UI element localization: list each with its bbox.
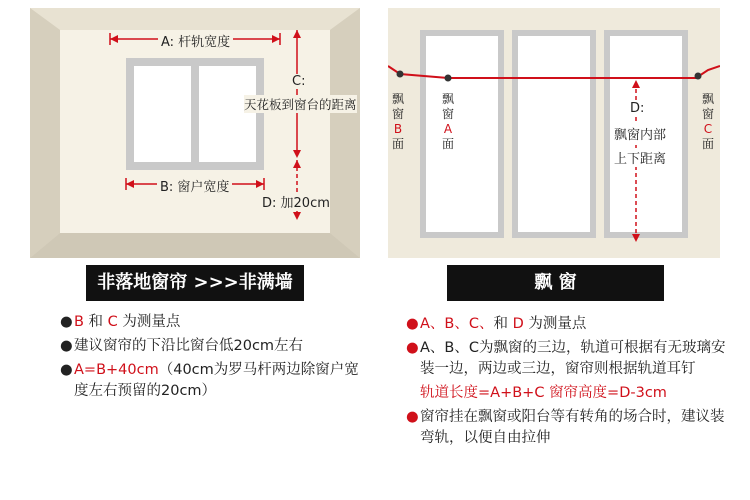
right-note [406, 383, 726, 404]
left-banner: 非落地窗帘 >>>非满墙 [86, 265, 304, 301]
note-text: 窗帘挂在飘窗或阳台等有转角的场合时，建议装弯轨，以便自由拉伸 [420, 409, 725, 446]
wall-bevel-top [30, 8, 360, 30]
wall-bevel-left [30, 8, 60, 258]
label-d: D: 加20cm [262, 192, 330, 211]
label-c-letter: C: [292, 74, 306, 89]
rail-joint-a [445, 75, 452, 82]
right-bay-window-diagram [388, 8, 720, 258]
left-window-diagram [30, 8, 360, 258]
bay-panel-left [426, 36, 498, 232]
bay-label-d-desc2: 上下距离 [614, 148, 666, 167]
wall-bevel-bottom [30, 233, 360, 258]
note-text: A=B+40cm [74, 362, 159, 378]
note-text: 为测量点 [117, 314, 181, 330]
bullet-icon: ● [406, 409, 419, 425]
note-text: C [107, 314, 118, 330]
bay-side-c-label: 飘 窗 C 面 [701, 92, 714, 151]
right-note [406, 338, 726, 380]
right-note [406, 407, 726, 449]
note-text: 建议窗帘的下沿比窗台低20cm左右 [74, 338, 304, 354]
bay-panel-middle [518, 36, 590, 232]
left-note [60, 336, 360, 357]
note-text: 和 [83, 314, 108, 330]
note-text: 为测量点 [523, 316, 587, 332]
note-text: 和 [493, 316, 513, 332]
right-banner: 飘 窗 [447, 265, 664, 301]
bay-side-a-label: 飘 窗 A 面 [441, 92, 454, 151]
note-text: A、B、C为飘窗的三边，轨道可根据有无玻璃安装一边，两边或三边，窗帘则根据轨道耳钉 [420, 340, 726, 377]
bullet-icon: ● [60, 362, 73, 378]
bullet-icon: ● [60, 314, 73, 330]
label-c-desc: 天花板到窗台的距离 [244, 97, 357, 112]
label-a: A: 杆轨宽度 [158, 31, 233, 50]
left-notes [60, 312, 360, 405]
right-notes [406, 314, 726, 452]
label-b: B: 窗户宽度 [157, 176, 232, 195]
right-note [406, 314, 726, 335]
bullet-icon: ● [406, 340, 419, 356]
rail-joint-right [695, 73, 702, 80]
note-text: （40cm为罗马杆两边除窗户宽度左右预留的20cm） [74, 362, 359, 399]
window-pane-left [134, 66, 191, 162]
rail-joint-left [397, 71, 404, 78]
note-text: 窗帘高度=D-3cm [549, 385, 667, 401]
left-note [60, 312, 360, 333]
note-text: 轨道长度=A+B+C [420, 385, 545, 401]
note-text: D [512, 316, 524, 332]
bullet-icon: ● [406, 316, 419, 332]
bullet-icon: ● [60, 338, 73, 354]
window-pane-right [199, 66, 256, 162]
bay-side-b-label: 飘 窗 B 面 [391, 92, 404, 151]
bay-label-d-letter: D: [630, 101, 645, 116]
left-note [60, 360, 360, 402]
note-text: B [74, 314, 84, 330]
bay-label-d-desc1: 飘窗内部 [614, 124, 666, 143]
bay-window-drawing [388, 8, 720, 258]
wall-bevel-right [330, 8, 360, 258]
note-text: A、B、C、 [420, 316, 494, 332]
